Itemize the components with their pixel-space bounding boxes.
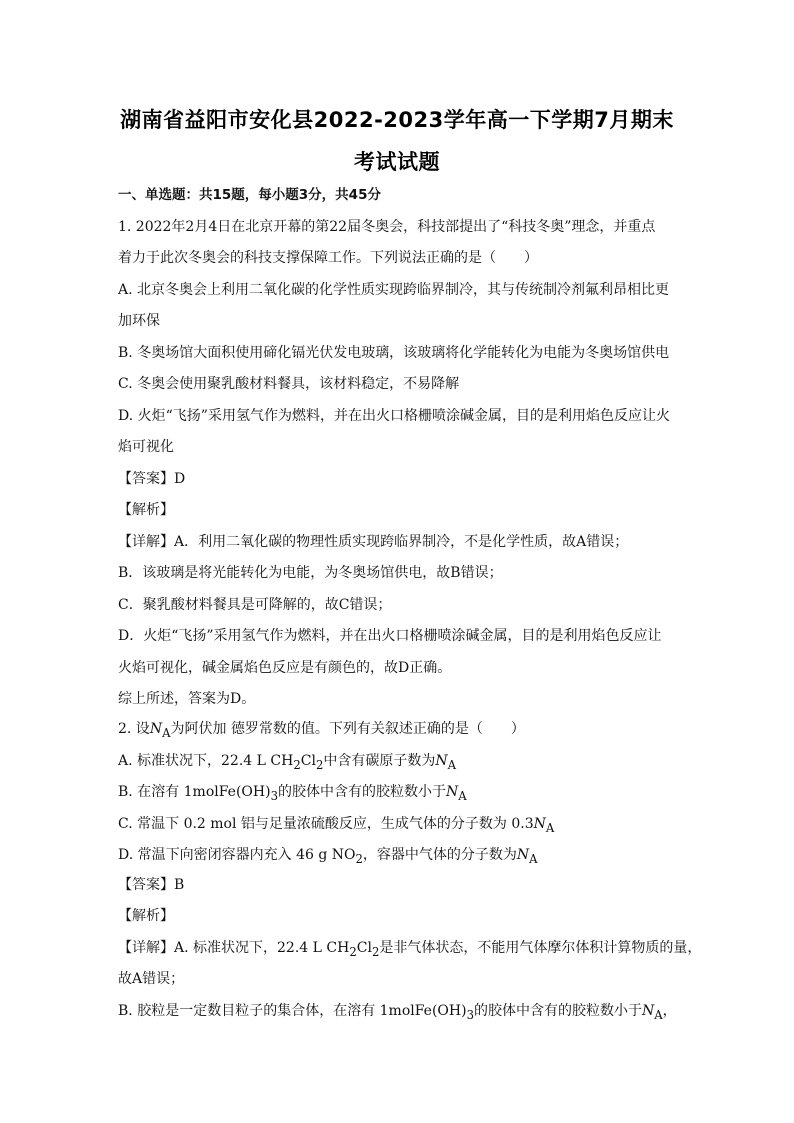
subscript: 2: [293, 757, 301, 772]
q1-option-b: B. 冬奥场馆大面积使用碲化镉光伏发电玻璃，该玻璃将化学能转化为电能为冬奥场馆供电: [118, 345, 670, 361]
q2-detail-line1: [118, 939, 701, 961]
q2-stem-prefix: 2. 设: [118, 721, 150, 737]
q2-detail-line3-end: ，: [662, 1003, 677, 1019]
q2-option-a-text: A. 标准状况下，22.4 L CH: [118, 753, 294, 769]
subscript: 2: [371, 944, 380, 959]
subscript: 2: [315, 757, 324, 772]
q1-summary: 综上所述，答案为D。: [118, 691, 256, 707]
document-title-line2: 考试试题: [354, 150, 440, 174]
avogadro-symbol: N: [435, 753, 448, 769]
q1-answer: 【答案】D: [118, 471, 186, 487]
q1-detail-line3: C．聚乳酸材料餐具是可降解的，故C错误；: [118, 597, 392, 613]
avogadro-subscript: A: [162, 725, 171, 740]
q2-answer: 【答案】B: [118, 877, 185, 893]
q1-stem-line1: 1. 2022年2月4日在北京开幕的第22届冬奥会，科技部提出了“科技冬奥”理念，并重点: [118, 219, 656, 235]
q2-option-a: [118, 752, 456, 774]
avogadro-subscript: A: [458, 788, 467, 803]
q2-detail-line3: [118, 1002, 677, 1024]
avogadro-symbol: N: [446, 784, 459, 800]
q2-detail-line1-text: 【详解】A. 标准状况下，22.4 L CH: [118, 940, 350, 956]
q2-detail-line3-text: B. 胶粒是一定数目粒子的集合体，在溶有 1molFe(OH): [118, 1003, 467, 1019]
avogadro-symbol: N: [533, 816, 546, 832]
q1-detail-line1: 【详解】A．利用二氧化碳的物理性质实现跨临界制冷，不是化学性质，故A错误；: [118, 534, 629, 550]
avogadro-subscript: A: [447, 757, 457, 772]
q2-option-d: [118, 846, 538, 868]
q2-detail-line2: 故A错误；: [118, 971, 185, 987]
q2-option-c-text: C. 常温下 0.2 mol 铝与足量浓硫酸反应，生成气体的分子数为 0.3: [118, 816, 534, 832]
q1-detail-line5: 火焰可视化，碱金属焰色反应是有颜色的，故D正确。: [118, 660, 452, 676]
avogadro-symbol: N: [642, 1003, 655, 1019]
q1-option-a-line1: A. 北京冬奥会上利用二氧化碳的化学性质实现跨临界制冷，其与传统制冷剂氟利昂相比更: [118, 282, 670, 298]
q1-analysis-label: 【解析】: [118, 502, 174, 518]
q2-option-a-text-end: 中含有碳原子数为: [323, 753, 436, 769]
avogadro-symbol: N: [516, 847, 530, 863]
q2-option-d-text: D. 常温下向密闭容器内充入 46 g NO: [118, 847, 356, 863]
section-heading: 一、单选题：共15题，每小题3分，共45分: [118, 187, 381, 203]
q2-stem-suffix: 为阿伏加 德罗常数的值。下列有关叙述正确的是（ ）: [170, 721, 525, 737]
q1-option-d-line1: D. 火炬“飞扬”采用氢气作为燃料，并在出火口格栅喷涂碱金属，目的是利用焰色反应让火: [118, 408, 670, 424]
q2-option-b: [118, 783, 467, 805]
q1-detail-line4: D．火炬“飞扬”采用氢气作为燃料，并在出火口格栅喷涂碱金属，目的是利用焰色反应让: [118, 628, 662, 644]
document-title-line1: 湖南省益阳市安化县2022-2023学年高一下学期7月期末: [120, 108, 674, 132]
q2-stem: [118, 720, 525, 742]
q2-option-b-text: B. 在溶有 1molFe(OH): [118, 784, 271, 800]
q1-option-c: C. 冬奥会使用聚乳酸材料餐具，该材料稳定，不易降解: [118, 376, 460, 392]
q1-stem-line2: 着力于此次冬奥会的科技支撑保障工作。下列说法正确的是（ ）: [118, 250, 538, 266]
q1-option-a-line2: 加环保: [118, 313, 160, 329]
q1-option-d-line2: 焰可视化: [118, 439, 174, 455]
q2-option-d-text-end: ，容器中气体的分子数为: [362, 847, 517, 863]
q2-detail-line1-end: 是非气体状态，不能用气体摩尔体积计算物质的量，: [379, 940, 702, 956]
avogadro-subscript: A: [654, 1007, 663, 1022]
subscript: 3: [466, 1007, 474, 1022]
subscript: 3: [270, 788, 278, 803]
avogadro-subscript: A: [545, 820, 555, 835]
q2-option-a-text-mid: Cl: [300, 753, 316, 769]
q2-analysis-label: 【解析】: [118, 908, 174, 924]
subscript: 2: [355, 851, 363, 866]
q2-detail-line3-mid: 的胶体中含有的胶粒数小于: [474, 1003, 642, 1019]
q2-option-b-text-end: 的胶体中含有的胶粒数小于: [278, 784, 446, 800]
q2-option-c: [118, 815, 554, 837]
avogadro-subscript: A: [529, 851, 538, 866]
subscript: 2: [349, 944, 357, 959]
q1-detail-line2: B．该玻璃是将光能转化为电能，为冬奥场馆供电，故B错误；: [118, 565, 503, 581]
avogadro-symbol: N: [149, 721, 163, 737]
q2-detail-line1-mid: Cl: [356, 940, 372, 956]
